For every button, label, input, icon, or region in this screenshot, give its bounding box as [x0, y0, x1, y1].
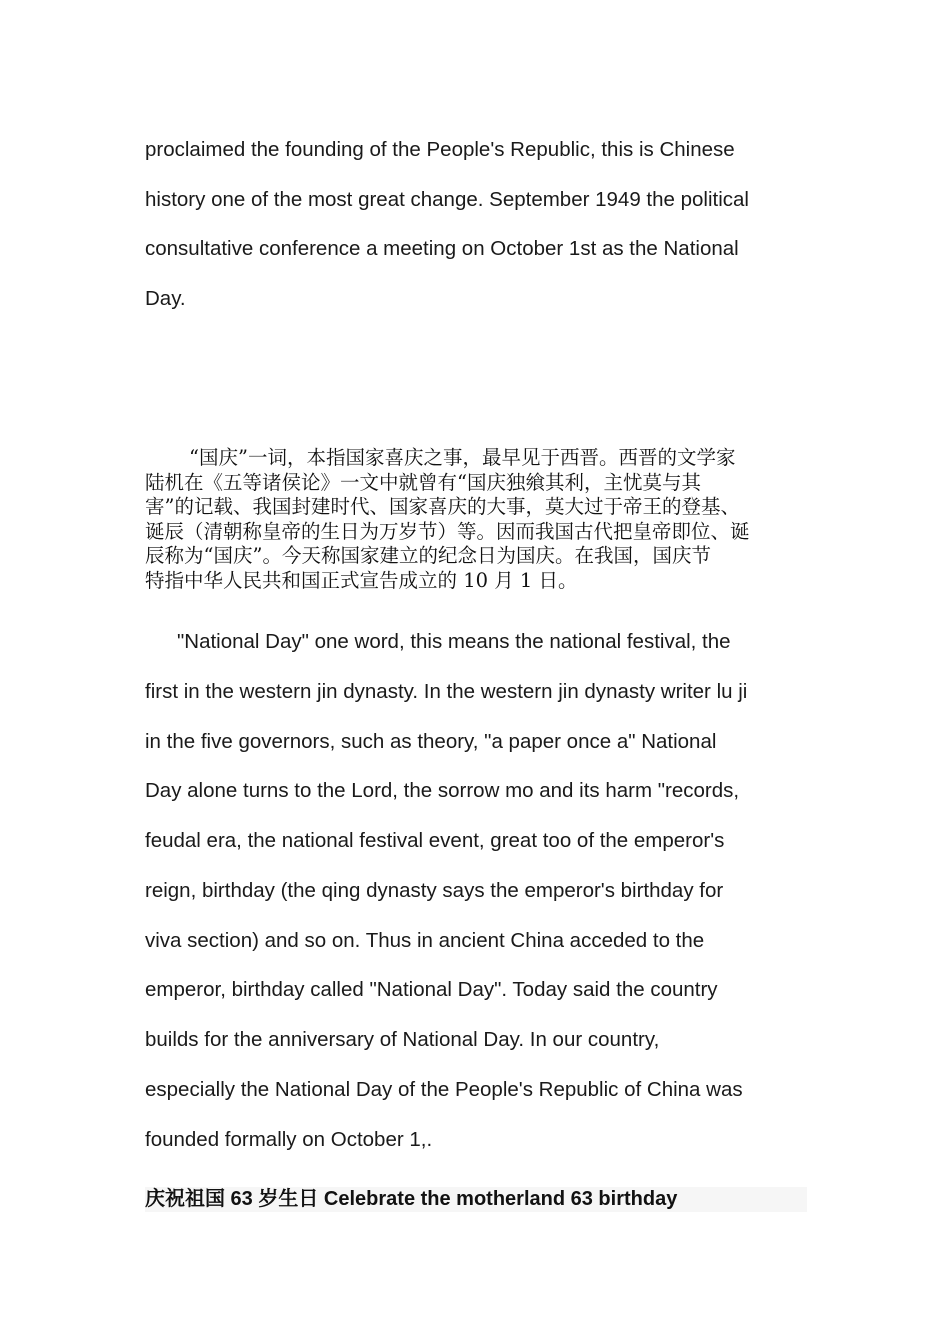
paragraph2-line: reign, birthday (the qing dynasty says the emperor's birthday for — [145, 879, 724, 902]
section-heading: 庆祝祖国 63 岁生日 Celebrate the motherland 63 birthday — [145, 1188, 678, 1210]
paragraph1-line: history one of the most great change. September 1949 the political — [145, 188, 749, 211]
paragraph2-line: "National Day" one word, this means the national festival, the — [177, 630, 731, 653]
paragraph2-line: emperor, birthday called "National Day". Today said the country — [145, 978, 718, 1001]
paragraph2-line: feudal era, the national festival event, great too of the emperor's — [145, 829, 725, 852]
paragraph1-line: proclaimed the founding of the People's Republic, this is Chinese — [145, 138, 735, 161]
chinese-paragraph-line: 陆机在《五等诸侯论》一文中就曾有“国庆独飨其利，主忧莫与其 — [145, 470, 701, 494]
chinese-paragraph-line: 害”的记载、我国封建时代、国家喜庆的大事，莫大过于帝王的登基、 — [145, 495, 740, 518]
paragraph2-line: especially the National Day of the People's Republic of China was — [145, 1078, 743, 1101]
paragraph2-line: first in the western jin dynasty. In the western jin dynasty writer lu ji — [145, 680, 748, 703]
chinese-paragraph-line: 诞辰（清朝称皇帝的生日为万岁节）等。因而我国古代把皇帝即位、诞 — [145, 519, 750, 543]
paragraph2-line: viva section) and so on. Thus in ancient China acceded to the — [145, 929, 705, 952]
chinese-paragraph — [145, 446, 810, 593]
paragraph2-line: founded formally on October 1,. — [145, 1128, 433, 1151]
chinese-paragraph-line: 特指中华人民共和国正式宣告成立的 10 月 1 日。 — [145, 568, 578, 592]
paragraph2-line: in the five governors, such as theory, "a paper once a" National — [145, 730, 717, 753]
paragraph1-line: consultative conference a meeting on October 1st as the National — [145, 237, 739, 260]
chinese-paragraph-line: 辰称为“国庆”。今天称国家建立的纪念日为国庆。在我国，国庆节 — [145, 544, 711, 567]
chinese-paragraph-line: “国庆”一词，本指国家喜庆之事，最早见于西晋。西晋的文学家 — [189, 446, 736, 469]
paragraph2-line: Day alone turns to the Lord, the sorrow mo and its harm "records, — [145, 779, 740, 802]
paragraph1-line: Day. — [145, 287, 186, 310]
paragraph2-line: builds for the anniversary of National Day. In our country, — [145, 1028, 660, 1051]
